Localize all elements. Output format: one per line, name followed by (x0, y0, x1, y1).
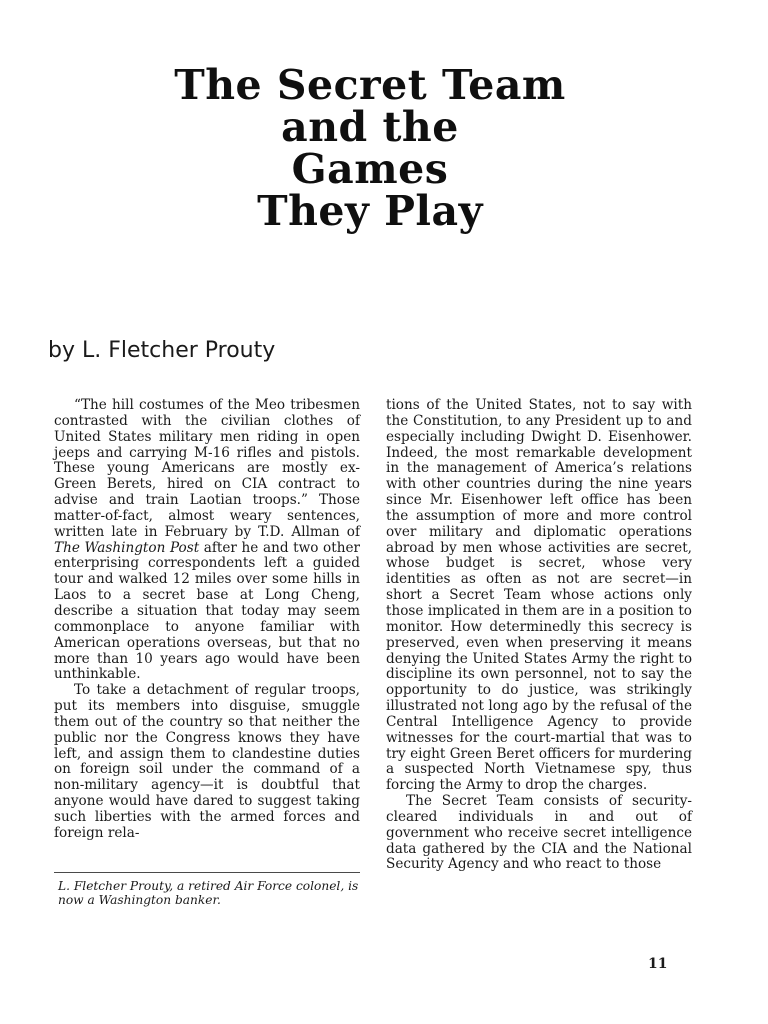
byline: by L. Fletcher Prouty (48, 338, 276, 363)
paragraph: tions of the United States, not to say with the Constitution, to any President up to and especially including Dwight D. Eisenhower. Indeed, the most remarkable development in the management of America’s relations with other countries during the nine years since Mr. Eisenhower left office has been the assumption of more and more control over military and diplomatic operations abroad by men whose activities are secret, whose budget is secret, whose very identities as often as not are secret—in short a Secret Team whose actions only those implicated in them are in a position to monitor. How determinedly this secrecy is preserved, even when preserving it means denying the United States Army the right to discipline its own personnel, not to say the opportunity to do justice, was strikingly illustrated not long ago by the refusal of the Central Intelligence Agency to provide witnesses for the court-martial that was to try eight Green Beret officers for murdering a suspected North Vietnamese spy, thus forcing the Army to drop the charges. (386, 397, 692, 794)
paragraph (54, 398, 360, 683)
footnote-divider (54, 872, 360, 873)
publication-name: The Washington Post (54, 539, 200, 556)
paragraph: The Secret Team consists of security-cleared individuals in and out of government who receive secret intelligence data gathered by the CIA and the National Security Agency and who react to those (386, 793, 692, 873)
body-column-right (386, 398, 692, 873)
title-line-4: They Play (257, 187, 483, 235)
article-title (120, 61, 620, 235)
page-number: 11 (648, 956, 668, 972)
author-footnote: L. Fletcher Prouty, a retired Air Force colonel, is now a Washington banker. (58, 879, 359, 907)
paragraph-text: “The hill costumes of the Meo tribesmen contrasted with the civilian clothes of United States military men riding in open jeeps and carrying M-16 rifles and pistols. These young Americans are mostly ex-Green Berets, hired on CIA contract to advise and train Laotian troops.” Those matter-of-fact, almost weary sentences, written late in February by T.D. Allman of (54, 397, 360, 540)
body-column-left (54, 398, 360, 842)
title-line-1: The Secret Team (174, 61, 566, 109)
title-line-2: and the (281, 103, 459, 151)
paragraph-text: after he and two other enterprising correspondents left a guided tour and walked 12 miles over some hills in Laos to a secret base at Long Cheng, describe a situation that today may seem commonplace to anyone familiar with American operations overseas, but that no more than 10 years ago would have been unthinkable. (54, 539, 361, 683)
title-line-3: Games (291, 145, 449, 193)
paragraph: To take a detachment of regular troops, put its members into disguise, smuggle them out of the country so that neither the public nor the Congress knows they have left, and assign them to clandestine duties on foreign soil under the command of a non-military agency—it is doubtful that anyone would have dared to suggest taking such liberties with the armed forces and foreign rela- (54, 682, 360, 841)
